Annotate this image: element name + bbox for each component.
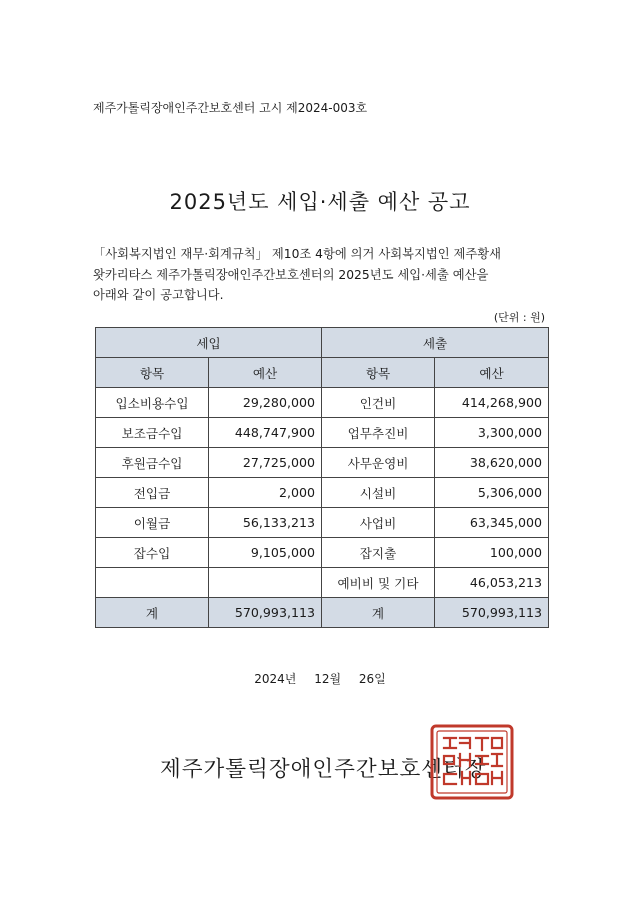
intro-line: 왓카리타스 제주가톨릭장애인주간보호센터의 2025년도 세입·세출 예산을 — [93, 267, 489, 282]
notice-number: 제주가톨릭장애인주간보호센터 고시 제2024-003호 — [93, 101, 368, 115]
revenue-item-header: 항목 — [96, 358, 209, 388]
revenue-total-amount: 570,993,113 — [209, 598, 322, 628]
signer-name: 제주가톨릭장애인주간보호센터장 — [160, 757, 487, 782]
expense-item: 인건비 — [322, 388, 435, 418]
expense-total-label: 계 — [322, 598, 435, 628]
table-column-header-row — [96, 358, 549, 388]
table-row — [96, 418, 549, 448]
revenue-item: 전입금 — [96, 478, 209, 508]
expense-item: 잡지출 — [322, 538, 435, 568]
table-row — [96, 538, 549, 568]
revenue-total-label: 계 — [96, 598, 209, 628]
table-row — [96, 448, 549, 478]
expense-amount: 3,300,000 — [435, 418, 549, 448]
revenue-item: 이월금 — [96, 508, 209, 538]
revenue-budget-header: 예산 — [209, 358, 322, 388]
expense-item: 예비비 및 기타 — [322, 568, 435, 598]
unit-note: (단위 : 원) — [493, 311, 545, 324]
expense-amount: 63,345,000 — [435, 508, 549, 538]
table-row — [96, 508, 549, 538]
revenue-item: 후원금수입 — [96, 448, 209, 478]
intro-line: 아래와 같이 공고합니다. — [93, 288, 224, 302]
intro-paragraph — [93, 244, 555, 306]
revenue-amount: 56,133,213 — [209, 508, 322, 538]
expense-item: 사업비 — [322, 508, 435, 538]
expense-amount: 38,620,000 — [435, 448, 549, 478]
intro-line: 「사회복지법인 재무·회계규칙」 제10조 4항에 의거 사회복지법인 제주황새 — [93, 247, 502, 261]
table-row — [96, 478, 549, 508]
expense-amount: 5,306,000 — [435, 478, 549, 508]
revenue-item: 입소비용수입 — [96, 388, 209, 418]
expense-item: 사무운영비 — [322, 448, 435, 478]
expense-amount: 46,053,213 — [435, 568, 549, 598]
expense-header: 세출 — [322, 328, 549, 358]
revenue-amount: 29,280,000 — [209, 388, 322, 418]
budget-table — [95, 327, 549, 628]
revenue-item: 잡수입 — [96, 538, 209, 568]
expense-item-header: 항목 — [322, 358, 435, 388]
revenue-amount: 2,000 — [209, 478, 322, 508]
revenue-amount: 448,747,900 — [209, 418, 322, 448]
expense-item: 시설비 — [322, 478, 435, 508]
revenue-amount — [209, 568, 322, 598]
table-row — [96, 568, 549, 598]
expense-total-amount: 570,993,113 — [435, 598, 549, 628]
revenue-item — [96, 568, 209, 598]
expense-item: 업무추진비 — [322, 418, 435, 448]
revenue-item: 보조금수입 — [96, 418, 209, 448]
notice-date: 2024년 12월 26일 — [254, 672, 386, 686]
table-row — [96, 388, 549, 418]
table-total-row — [96, 598, 549, 628]
revenue-amount: 27,725,000 — [209, 448, 322, 478]
table-group-header-row — [96, 328, 549, 358]
revenue-header: 세입 — [96, 328, 322, 358]
expense-amount: 414,268,900 — [435, 388, 549, 418]
expense-budget-header: 예산 — [435, 358, 549, 388]
official-seal-icon — [430, 724, 514, 800]
page-title: 2025년도 세입·세출 예산 공고 — [169, 190, 471, 214]
expense-amount: 100,000 — [435, 538, 549, 568]
revenue-amount: 9,105,000 — [209, 538, 322, 568]
